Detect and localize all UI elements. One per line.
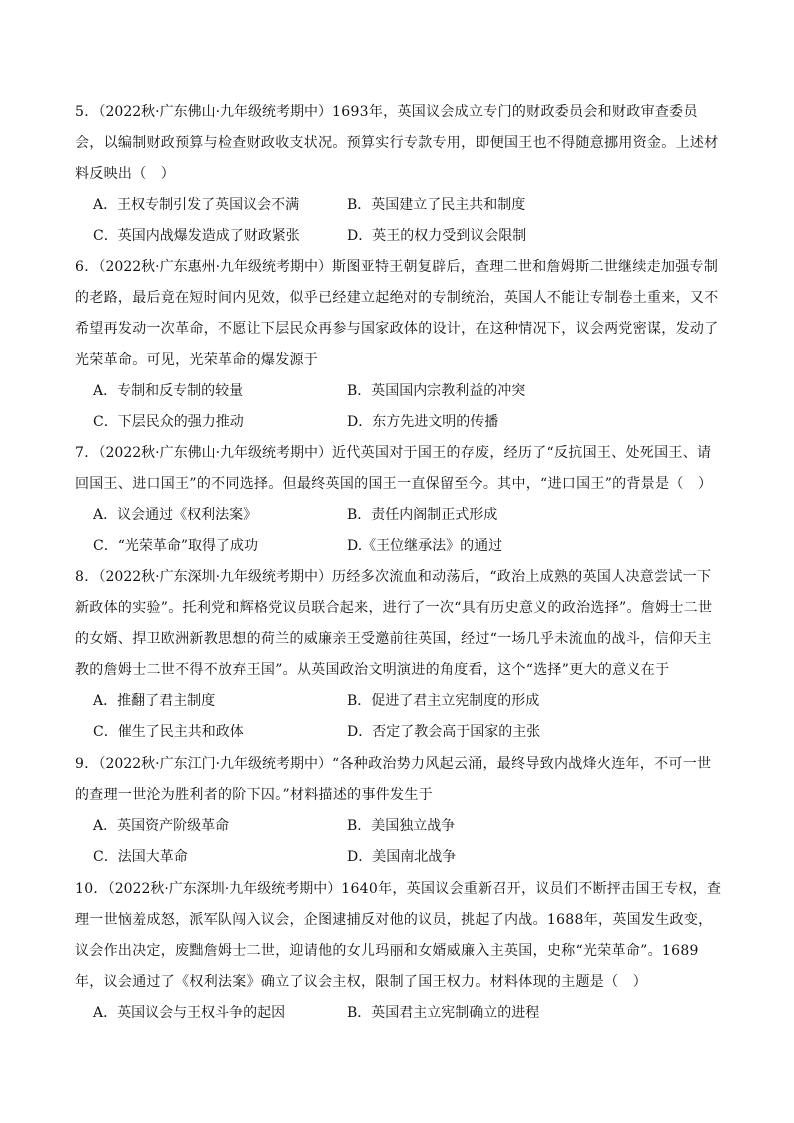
options-row: [75, 407, 725, 438]
option-b[interactable]: B．英国君主立宪制确立的进程: [347, 1005, 540, 1021]
option-c[interactable]: C．催生了民主共和政体: [93, 724, 244, 740]
question-5: [75, 97, 725, 252]
options-row: [75, 221, 725, 252]
option-b[interactable]: B．促进了君主立宪制度的形成: [347, 693, 540, 709]
option-b[interactable]: B．美国独立战争: [347, 818, 456, 834]
question-number: 8．: [75, 569, 99, 585]
option-c[interactable]: C．下层民众的强力推动: [93, 414, 244, 430]
question-stem: [75, 438, 725, 500]
question-text: “各种政治势力风起云涌，最终导致内战烽火连年，不可一世的查理一世沦为胜利者的阶下囚。”材料描述的事件发生于: [75, 756, 712, 803]
option-a[interactable]: A．议会通过《权利法案》: [93, 507, 258, 523]
option-a[interactable]: A．英国议会与王权斗争的起因: [93, 1005, 286, 1021]
question-number: 6．: [75, 259, 99, 275]
question-source: （2022秋·广东佛山·九年级统考期中）: [98, 445, 333, 461]
option-d[interactable]: D．英王的权力受到议会限制: [347, 228, 527, 244]
option-b[interactable]: B．责任内阁制正式形成: [347, 507, 498, 523]
options-row: [75, 376, 725, 407]
question-9: [75, 749, 725, 873]
option-d[interactable]: D．东方先进文明的传播: [347, 414, 499, 430]
question-source: （2022秋·广东佛山·九年级统考期中）: [98, 104, 333, 120]
question-stem: [75, 252, 725, 376]
question-7: [75, 438, 725, 562]
option-c[interactable]: C．“光荣革命”取得了成功: [93, 538, 259, 554]
option-a[interactable]: A．英国资产阶级革命: [93, 818, 230, 834]
question-text: 斯图亚特王朝复辟后，查理二世和詹姆斯二世继续走加强专制的老路，最后竟在短时间内见效，似乎已经建立起绝对的专制统治，英国人不能让专制卷土重来，又不希望再发动一次革命，不愿让下层民众再参与国家政体的设计，在这种情况下，议会两党密谋，发动了光荣革命。可见，光荣革命的爆发源于: [75, 259, 719, 368]
question-stem: [75, 97, 725, 190]
question-source: （2022秋·广东江门·九年级统考期中）: [98, 756, 333, 772]
options-row: [75, 686, 725, 717]
options-row: [75, 531, 725, 562]
question-source: （2022秋·广东深圳·九年级统考期中）: [98, 569, 333, 585]
options-row: [75, 811, 725, 842]
question-10: [75, 874, 725, 1029]
question-stem: [75, 874, 725, 998]
option-b[interactable]: B．英国建立了民主共和制度: [347, 197, 526, 213]
option-c[interactable]: C．法国大革命: [93, 849, 188, 865]
question-stem: [75, 562, 725, 686]
question-text: 1640年，英国议会重新召开，议员们不断抨击国王专权，查理一世恼羞成怒，派军队闯入议会，企图逮捕反对他的议员，挑起了内战。1688年，英国发生政变，议会作出决定，废黜詹姆士二世，迎请他的女儿玛丽和女婿威廉入主英国，史称“光荣革命”。1689年，议会通过了《权利法案》确立了议会主权，限制了国王权力。材料体现的主题是（ ）: [75, 881, 722, 990]
options-row: [75, 998, 725, 1029]
question-6: [75, 252, 725, 438]
question-stem: [75, 749, 725, 811]
option-a[interactable]: A．推翻了君主制度: [93, 693, 216, 709]
question-number: 5．: [75, 104, 99, 120]
options-row: [75, 190, 725, 221]
question-source: （2022秋·广东深圳·九年级统考期中）: [107, 881, 342, 897]
option-a[interactable]: A．王权专制引发了英国议会不满: [93, 197, 300, 213]
question-number: 7．: [75, 445, 99, 461]
question-source: （2022秋·广东惠州·九年级统考期中）: [98, 259, 333, 275]
option-c[interactable]: C．英国内战爆发造成了财政紧张: [93, 228, 300, 244]
options-row: [75, 500, 725, 531]
question-8: [75, 562, 725, 748]
options-row: [75, 717, 725, 748]
question-number: 9．: [75, 756, 99, 772]
option-d[interactable]: D．美国南北战争: [347, 849, 457, 865]
option-d[interactable]: D.《王位继承法》的通过: [347, 538, 503, 554]
question-text: 近代英国对于国王的存废，经历了“反抗国王、处死国王、请回国王、进口国王”的不同选择。但最终英国的国王一直保留至今。其中，“进口国王”的背景是（ ）: [75, 445, 713, 492]
option-d[interactable]: D．否定了教会高于国家的主张: [347, 724, 541, 740]
question-number: 10．: [75, 881, 108, 897]
options-row: [75, 842, 725, 873]
question-text: 历经多次流血和动荡后，“政治上成熟的英国人决意尝试一下新政体的实验”。托利党和辉格党议员联合起来，进行了一次“具有历史意义的政治选择”。詹姆士二世的女婿、捍卫欧洲新教思想的荷兰的威廉亲王受邀前往英国，经过“一场几乎未流血的战斗，信仰天主教的詹姆士二世不得不放弃王国”。从英国政治文明演进的角度看，这个“选择”更大的意义在于: [75, 569, 713, 678]
option-a[interactable]: A．专制和反专制的较量: [93, 383, 244, 399]
question-text: 1693年，英国议会成立专门的财政委员会和财政审查委员会，以编制财政预算与检查财政收支状况。预算实行专款专用，即便国王也不得随意挪用资金。上述材料反映出（ ）: [75, 104, 719, 182]
option-b[interactable]: B．英国国内宗教利益的冲突: [347, 383, 526, 399]
